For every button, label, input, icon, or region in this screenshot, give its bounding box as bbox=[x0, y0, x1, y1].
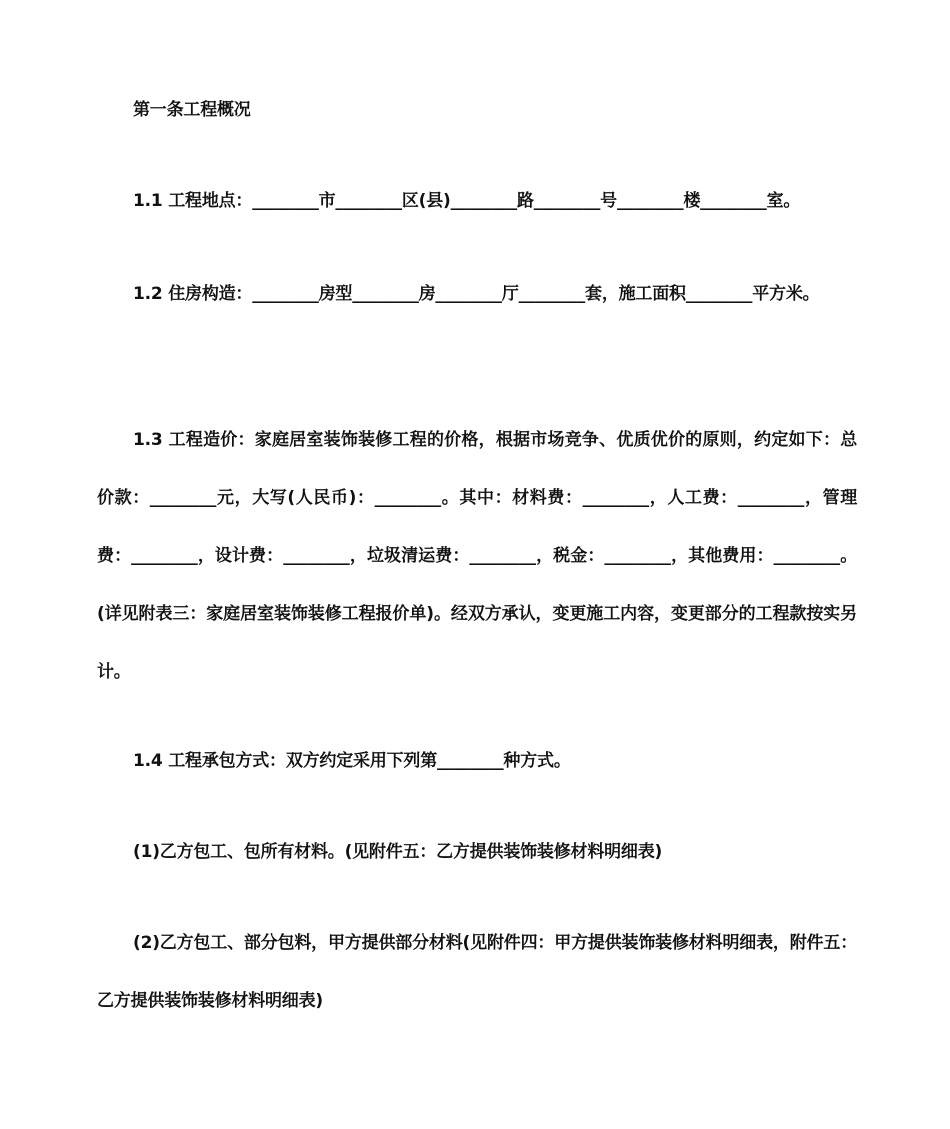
section-1-2-housing-structure: 1.2 住房构造：________房型________房________厅________套，施工面积________平方米。 bbox=[133, 284, 820, 304]
section-1-4-contract-method: 1.4 工程承包方式：双方约定采用下列第________种方式。 bbox=[133, 751, 571, 771]
contract-option-2: (2)乙方包工、部分包料，甲方提供部分材料(见附件四：甲方提供装饰装修材料明细表，附件五：乙方提供装饰装修材料明细表) bbox=[97, 933, 857, 1011]
section-1-1-project-location: 1.1 工程地点：________市________区(县)________路________号________楼________室。 bbox=[133, 191, 801, 211]
contract-option-1: (1)乙方包工、包所有材料。(见附件五：乙方提供装饰装修材料明细表) bbox=[133, 842, 663, 862]
article-title: 第一条工程概况 bbox=[133, 100, 251, 120]
section-1-3-project-cost: 1.3 工程造价：家庭居室装饰装修工程的价格，根据市场竞争、优质优价的原则，约定如下：总价款：________元，大写(人民币)：________。其中：材料费：________，人工费：________，管理费：________，设计费：________，垃圾清运费：________，税金：________，其他费用：________。(详见附表三：家庭居室装饰装修工程报价单)。经双方承认，变更施工内容，变更部分的工程款按实另计。 bbox=[97, 430, 857, 682]
